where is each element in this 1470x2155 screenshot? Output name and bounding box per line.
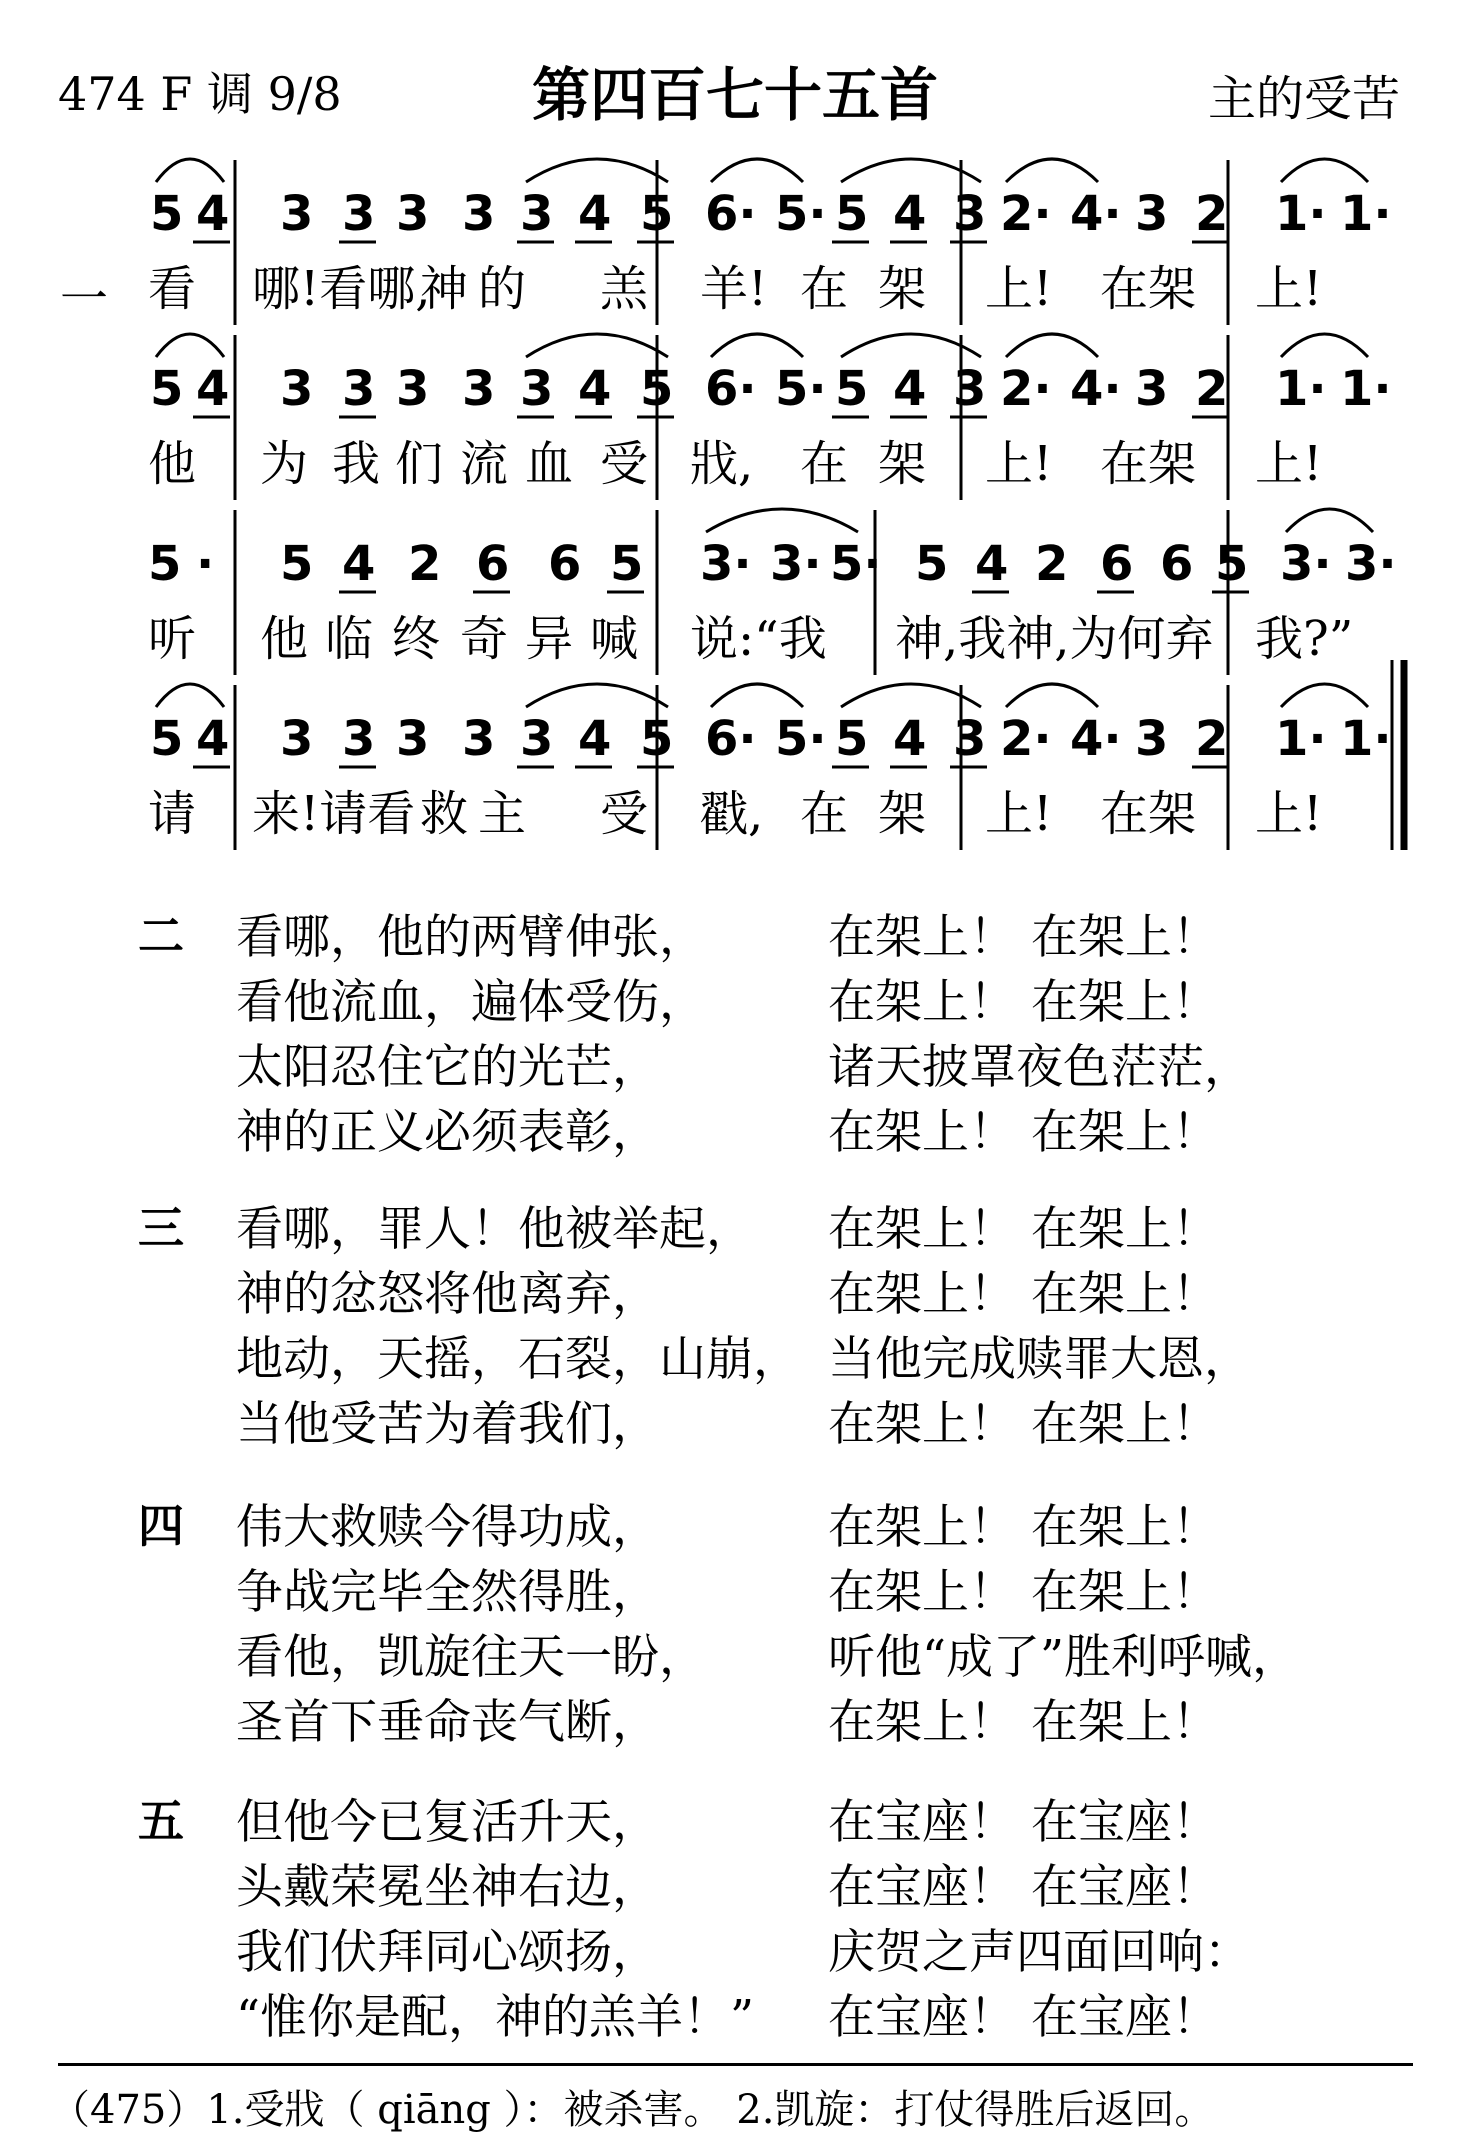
- slur: [1286, 509, 1373, 532]
- verse-line-left: 我们伏拜同心颂扬，: [236, 1925, 659, 1980]
- lyric: 临: [325, 611, 374, 667]
- page-title: 第四百七十五首: [531, 61, 938, 129]
- slur: [526, 159, 668, 182]
- verse-line-left: 看他流血，遍体受伤，: [236, 975, 706, 1030]
- note: 3: [953, 361, 987, 417]
- lyric: 架: [878, 786, 927, 842]
- verse-line-right: 在架上！ 在架上！: [828, 910, 1219, 965]
- verse-line-left: 头戴荣冕坐神右边，: [236, 1860, 659, 1915]
- verse-line-right: 在宝座！ 在宝座！: [828, 1795, 1219, 1850]
- note: 6: [548, 536, 582, 592]
- lyric: 在: [800, 261, 849, 317]
- note: 2·: [1000, 186, 1052, 242]
- verse-line-left: 圣首下垂命丧气断，: [236, 1695, 659, 1750]
- verse-line-right: 庆贺之声四面回响：: [828, 1925, 1251, 1980]
- note: 5: [280, 536, 314, 592]
- lyric: 看: [148, 261, 197, 317]
- lyric: 在架: [1100, 786, 1197, 842]
- note: 1·: [1340, 186, 1392, 242]
- slur: [1281, 684, 1368, 707]
- note: 5: [915, 536, 949, 592]
- note: 4·: [1070, 361, 1122, 417]
- verse-line-right: 在架上！ 在架上！: [828, 1397, 1219, 1452]
- lyric: 听: [148, 611, 197, 667]
- note: 3: [280, 361, 314, 417]
- note: 2: [1035, 536, 1069, 592]
- verse-line-right: 当他完成赎罪大恩，: [828, 1332, 1251, 1387]
- note: 5: [1215, 536, 1249, 592]
- lyric: 羊!: [700, 261, 768, 317]
- note: 1·: [1340, 711, 1392, 767]
- note: 6: [1160, 536, 1194, 592]
- verse-line-left: 看哪，他的两臂伸张，: [236, 910, 706, 965]
- lyric: 血: [525, 436, 574, 492]
- note: 3·: [700, 536, 752, 592]
- verse-line-right: 在架上！ 在架上！: [828, 1565, 1219, 1620]
- lyric: 神: [420, 261, 469, 317]
- note: 5: [640, 186, 674, 242]
- note: 5·: [830, 536, 882, 592]
- note: 2: [1195, 361, 1229, 417]
- note: 5: [640, 361, 674, 417]
- note: 5: [835, 361, 869, 417]
- note: 5: [835, 711, 869, 767]
- verse-number: 二: [138, 909, 184, 963]
- lyric: 上!: [985, 261, 1053, 317]
- lyric: 他: [148, 436, 197, 492]
- note: 3: [280, 711, 314, 767]
- hymn-key-info: 474 F 调 9/8: [58, 67, 342, 121]
- verse-line-right: 在架上！ 在架上！: [828, 1267, 1219, 1322]
- verse-line-left: “惟你是配，神的羔羊！”: [236, 1990, 755, 2045]
- footnote-divider: [58, 2063, 1413, 2066]
- verse-line-left: 地动，天摇，石裂，山崩，: [236, 1332, 800, 1387]
- note: 5: [610, 536, 644, 592]
- note: 4: [342, 536, 376, 592]
- note: 3: [396, 361, 430, 417]
- verse-line-right: 在宝座！ 在宝座！: [828, 1860, 1219, 1915]
- note: 4: [578, 361, 612, 417]
- lyric: 受: [600, 436, 649, 492]
- verse-line-right: 在架上！ 在架上！: [828, 1202, 1219, 1257]
- slur: [156, 684, 224, 707]
- lyric: 他: [260, 611, 309, 667]
- note: 5: [640, 711, 674, 767]
- note: 3: [462, 186, 496, 242]
- note: 4: [196, 186, 230, 242]
- note: 3: [1135, 186, 1169, 242]
- hymn-subject: 主的受苦: [1207, 71, 1400, 127]
- lyric: 我: [332, 436, 381, 492]
- lyric: 上!: [985, 786, 1053, 842]
- slur: [706, 509, 858, 532]
- note: 4: [893, 186, 927, 242]
- slur: [526, 334, 668, 357]
- slur: [1006, 159, 1098, 182]
- note: 5: [148, 536, 182, 592]
- note: 1·: [1340, 361, 1392, 417]
- lyric: 终: [392, 611, 441, 667]
- lyric: 神,我神,为何弃: [895, 611, 1214, 667]
- lyric: 戕,: [690, 436, 754, 492]
- note: 4: [893, 711, 927, 767]
- note: 3: [396, 186, 430, 242]
- verse-line-left: 伟大救赎今得功成，: [236, 1500, 659, 1555]
- slur: [526, 684, 668, 707]
- lyric: 上!: [1255, 261, 1323, 317]
- note: 4: [893, 361, 927, 417]
- lyric: 羔: [600, 261, 649, 317]
- lyric: 救: [420, 786, 469, 842]
- lyric: 架: [878, 436, 927, 492]
- note: 3·: [1345, 536, 1397, 592]
- note: 3: [280, 186, 314, 242]
- slur: [711, 159, 803, 182]
- note: 2·: [1000, 711, 1052, 767]
- note: 3: [396, 711, 430, 767]
- slur: [1006, 334, 1098, 357]
- slur: [156, 334, 224, 357]
- lyric: 受: [600, 786, 649, 842]
- music-score: [0, 0, 1470, 880]
- verse-1-label: 一: [60, 271, 109, 327]
- note: 3: [342, 711, 376, 767]
- lyric: 在: [800, 786, 849, 842]
- lyric: 请: [148, 786, 197, 842]
- note: 1·: [1275, 361, 1327, 417]
- lyric: 上!: [1255, 436, 1323, 492]
- verse-line-left: 看他，凯旋往天一盼，: [236, 1630, 706, 1685]
- note: 3: [342, 361, 376, 417]
- lyric: 异: [525, 611, 574, 667]
- verse-line-right: 在架上！ 在架上！: [828, 1105, 1219, 1160]
- verse-number: 五: [138, 1794, 184, 1848]
- note: 6·: [705, 361, 757, 417]
- note: 4: [196, 361, 230, 417]
- slur: [156, 159, 224, 182]
- lyric: 们: [395, 436, 444, 492]
- note: 2: [1195, 711, 1229, 767]
- note: 4: [196, 711, 230, 767]
- note: 3: [953, 711, 987, 767]
- verse-line-left: 神的忿怒将他离弃，: [236, 1267, 659, 1322]
- note: 4·: [1070, 711, 1122, 767]
- lyric: 在架: [1100, 436, 1197, 492]
- note: 5: [150, 361, 184, 417]
- verse-line-left: 神的正义必须表彰，: [236, 1105, 659, 1160]
- lyric: 上!: [1255, 786, 1323, 842]
- slur: [1281, 159, 1368, 182]
- verse-line-right: 在架上！ 在架上！: [828, 975, 1219, 1030]
- note: 3: [520, 186, 554, 242]
- note: 2·: [1000, 361, 1052, 417]
- lyric: 我?”: [1255, 611, 1354, 667]
- note: 5·: [775, 711, 827, 767]
- note: 6·: [705, 186, 757, 242]
- slur: [1006, 684, 1098, 707]
- note: 4: [578, 186, 612, 242]
- note: 5: [835, 186, 869, 242]
- note: 3: [520, 361, 554, 417]
- note: 6: [476, 536, 510, 592]
- note: 5: [150, 186, 184, 242]
- verse-line-right: 在架上！ 在架上！: [828, 1500, 1219, 1555]
- note: 4·: [1070, 186, 1122, 242]
- lyric: 架: [878, 261, 927, 317]
- verse-line-left: 但他今已复活升天，: [236, 1795, 659, 1850]
- note: 3: [462, 711, 496, 767]
- verse-line-right: 在宝座！ 在宝座！: [828, 1990, 1219, 2045]
- verse-line-right: 在架上！ 在架上！: [828, 1695, 1219, 1750]
- verse-line-left: 当他受苦为着我们，: [236, 1397, 659, 1452]
- note: 3: [1135, 711, 1169, 767]
- note: 1·: [1275, 711, 1327, 767]
- lyric: 来!请看: [252, 786, 416, 842]
- lyric: 流: [460, 436, 509, 492]
- verse-line-right: 诸天披罩夜色茫茫，: [828, 1040, 1251, 1095]
- lyric: 为: [260, 436, 309, 492]
- lyric: 说:“我: [690, 611, 827, 667]
- note: 6: [1100, 536, 1134, 592]
- lyric: 奇: [460, 611, 509, 667]
- slur: [711, 684, 803, 707]
- lyric: 在: [800, 436, 849, 492]
- note: 3: [1135, 361, 1169, 417]
- lyric: 上!: [985, 436, 1053, 492]
- verse-line-left: 看哪，罪人！他被举起，: [236, 1202, 753, 1257]
- note: 4: [975, 536, 1009, 592]
- note: 6·: [705, 711, 757, 767]
- verse-line-left: 争战完毕全然得胜，: [236, 1565, 659, 1620]
- footnote: （475）1.受戕（ qiāng ）：被杀害。 2.凯旋：打仗得胜后返回。: [50, 2087, 1215, 2133]
- lyric: 在架: [1100, 261, 1197, 317]
- note: 2: [1195, 186, 1229, 242]
- note: ·: [196, 536, 215, 592]
- verse-line-right: 听他“成了”胜利呼喊，: [828, 1630, 1300, 1685]
- note: 4: [578, 711, 612, 767]
- note: 1·: [1275, 186, 1327, 242]
- verse-line-left: 太阳忍住它的光芒，: [236, 1040, 659, 1095]
- lyric: 的: [478, 261, 527, 317]
- slur: [1281, 334, 1368, 357]
- note: 2: [408, 536, 442, 592]
- lyric: 戳,: [700, 786, 764, 842]
- note: 3: [462, 361, 496, 417]
- verse-number: 三: [138, 1201, 184, 1255]
- note: 3: [953, 186, 987, 242]
- lyric: 主: [478, 786, 527, 842]
- note: 3: [342, 186, 376, 242]
- lyric: 哪!看哪,: [252, 261, 431, 317]
- note: 3: [520, 711, 554, 767]
- note: 5·: [775, 186, 827, 242]
- verse-number: 四: [138, 1499, 184, 1553]
- note: 3·: [770, 536, 822, 592]
- note: 5·: [775, 361, 827, 417]
- slur: [711, 334, 803, 357]
- lyric: 喊: [590, 611, 639, 667]
- note: 5: [150, 711, 184, 767]
- note: 3·: [1280, 536, 1332, 592]
